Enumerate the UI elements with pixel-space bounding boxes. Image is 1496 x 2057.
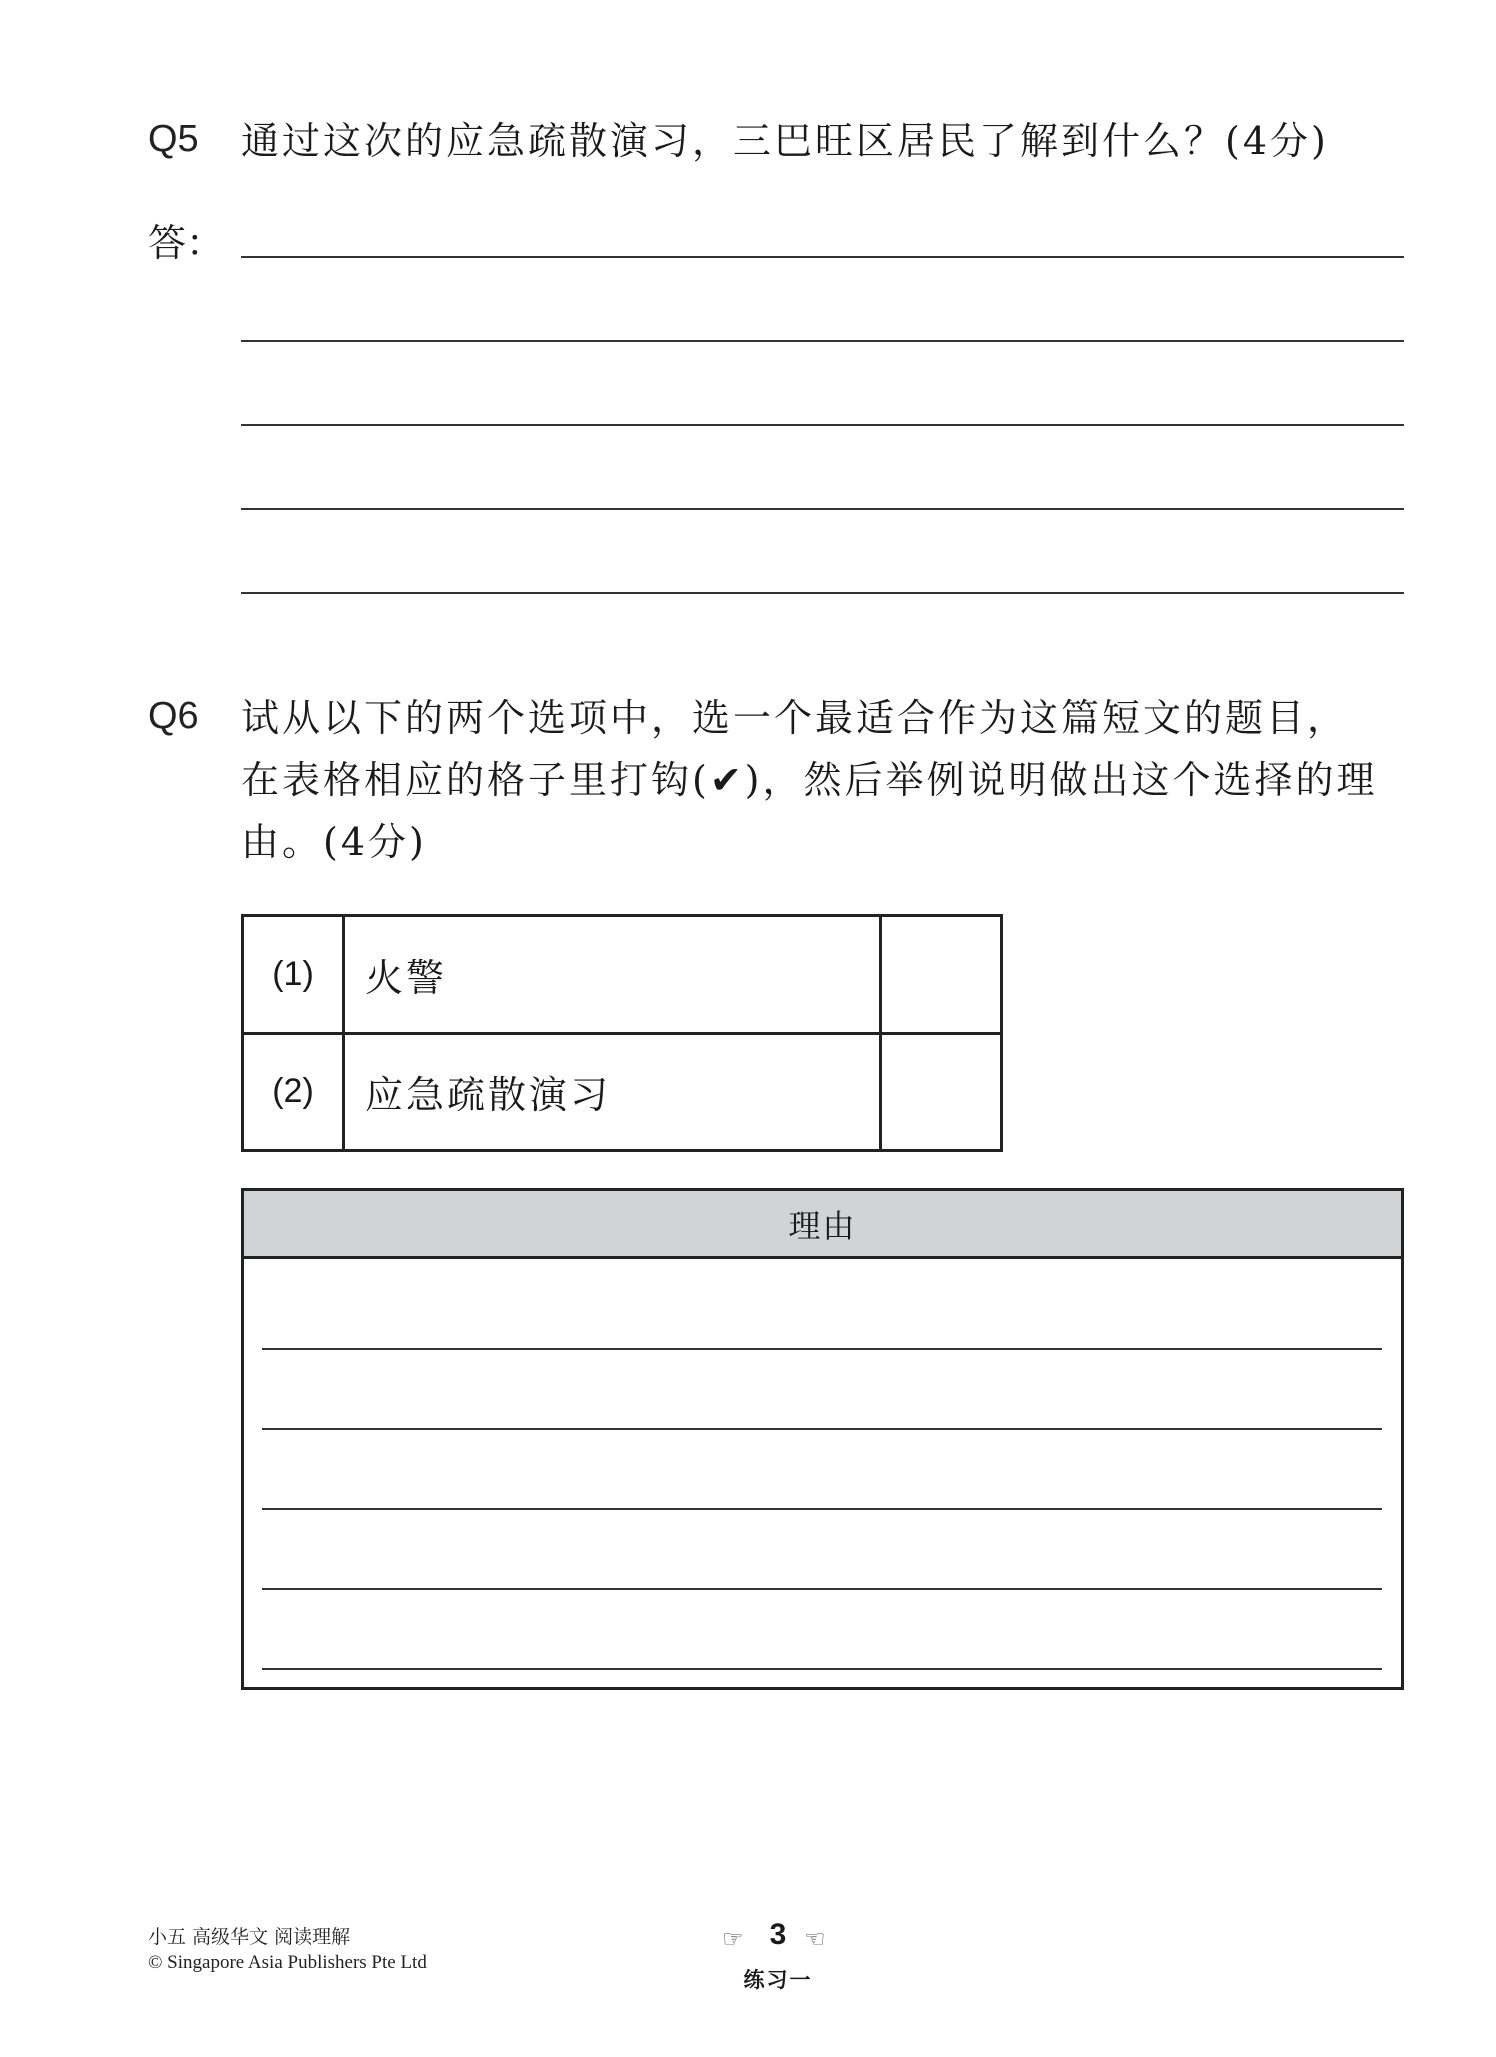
options-table [241, 914, 1003, 1152]
question-text-line: 由。(4分) [241, 820, 427, 864]
book-title: 小五 高级华文 阅读理解 [148, 1926, 351, 1948]
answer-line[interactable] [241, 340, 1404, 342]
reason-line[interactable] [262, 1508, 1382, 1510]
page-number: 3 [769, 1918, 787, 1951]
answer-label: 答： [148, 221, 225, 265]
option-number: (2) [243, 1033, 344, 1151]
pointing-hand-left-icon: ☜ [804, 1925, 826, 1953]
copyright: © Singapore Asia Publishers Pte Ltd [148, 1952, 427, 1973]
option-row [243, 916, 1002, 1034]
exercise-label: 练习一 [743, 1967, 813, 1992]
reason-line[interactable] [262, 1668, 1382, 1670]
option-title: 应急疏散演习 [344, 1033, 881, 1151]
question-text-line: 试从以下的两个选项中，选一个最适合作为这篇短文的题目， [241, 696, 1349, 740]
answer-line[interactable] [241, 508, 1404, 510]
question-number: Q6 [148, 695, 199, 737]
pointing-hand-right-icon: ☞ [722, 1925, 744, 1953]
answer-line[interactable] [241, 256, 1404, 258]
question-text-line: 在表格相应的格子里打钩(✔)，然后举例说明做出这个选择的理 [241, 758, 1378, 802]
option-title: 火警 [344, 916, 881, 1034]
answer-line[interactable] [241, 592, 1404, 594]
option-row [243, 1033, 1002, 1151]
reason-line[interactable] [262, 1428, 1382, 1430]
tick-box[interactable] [881, 916, 1002, 1034]
option-number: (1) [243, 916, 344, 1034]
footer-left [148, 1924, 427, 1976]
reason-header: 理由 [244, 1191, 1401, 1259]
question-text: 通过这次的应急疏散演习，三巴旺区居民了解到什么？(4分) [241, 119, 1329, 163]
answer-line[interactable] [241, 424, 1404, 426]
tick-box[interactable] [881, 1033, 1002, 1151]
reason-box [241, 1188, 1404, 1690]
question-number: Q5 [148, 118, 199, 160]
reason-line[interactable] [262, 1588, 1382, 1590]
reason-line[interactable] [262, 1348, 1382, 1350]
